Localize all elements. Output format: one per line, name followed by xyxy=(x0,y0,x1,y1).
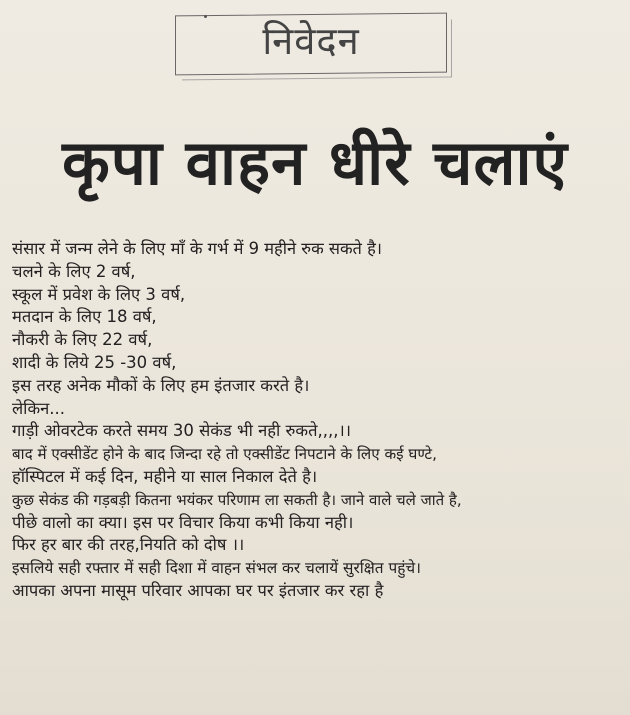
body-text xyxy=(12,238,622,603)
body-line: फिर हर बार की तरह,नियति को दोष ।। xyxy=(12,535,245,555)
body-line: पीछे वालो का क्या। इस पर विचार किया कभी किया नही। xyxy=(12,512,354,532)
main-title: कृपा वाहन धीरे चलाएं xyxy=(62,126,568,199)
body-line: इस तरह अनेक मौकों के लिए हम इंतजार करते है। xyxy=(12,375,310,395)
body-line: आपका अपना मासूम परिवार आपका घर पर इंतजार कर रहा है xyxy=(12,580,384,600)
body-line: नौकरी के लिए 22 वर्ष, xyxy=(12,330,153,350)
body-line: मतदान के लिए 18 वर्ष, xyxy=(12,307,157,327)
body-line: इसलिये सही रफ्तार में सही दिशा में वाहन संभल कर चलायें सुरक्षित पहुंचे। xyxy=(12,559,421,578)
body-line: बाद में एक्सीडेंट होने के बाद जिन्दा रहे तो एक्सीडेंट निपटाने के लिए कई घण्टे, xyxy=(12,445,437,464)
notice-heading: निवेदन xyxy=(262,19,360,63)
body-line: स्कूल में प्रवेश के लिए 3 वर्ष, xyxy=(12,284,186,304)
body-line: लेकिन... xyxy=(12,398,66,418)
body-line: शादी के लिये 25 -30 वर्ष, xyxy=(12,352,177,372)
body-line: हॉस्पिटल में कई दिन, महीने या साल निकाल देते है। xyxy=(12,466,318,486)
body-line: चलने के लिए 2 वर्ष, xyxy=(12,261,136,281)
body-line: कुछ सेकंड की गड़बड़ी कितना भयंकर परिणाम ला सकती है। जाने वाले चले जाते है, xyxy=(12,490,462,509)
body-line: गाड़ी ओवरटेक करते समय 30 सेकंड भी नही रुकते,,,,।। xyxy=(12,421,351,441)
body-line: संसार में जन्म लेने के लिए माँ के गर्भ में 9 महीने रुक सकते है। xyxy=(12,239,383,258)
